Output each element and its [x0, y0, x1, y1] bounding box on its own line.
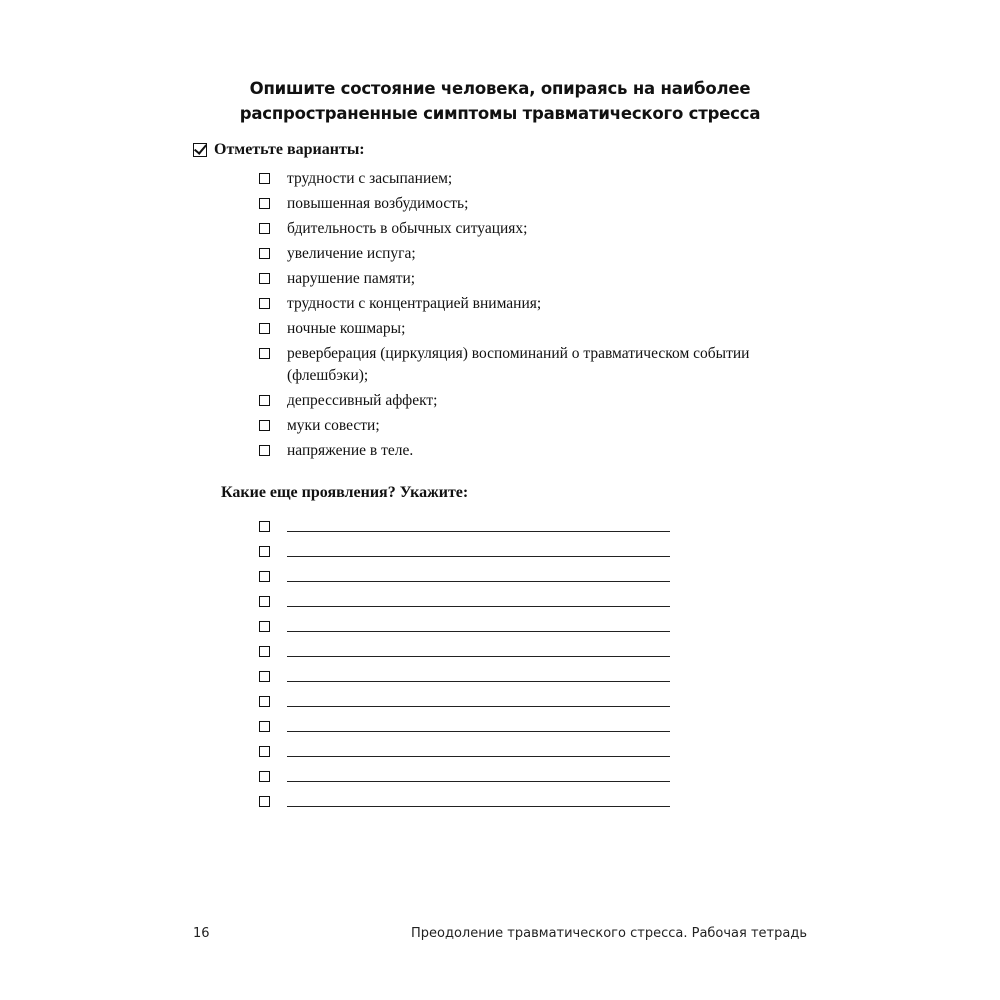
- answer-line[interactable]: [287, 705, 670, 707]
- checked-box-icon: [193, 143, 207, 157]
- blank-answer-row: [259, 787, 670, 812]
- checklist-item-label: напряжение в теле.: [287, 442, 414, 459]
- answer-line[interactable]: [287, 655, 670, 657]
- checklist-item-label: реверберация (циркуляция) воспоминаний о травматическом событии (флешбэки);: [287, 345, 750, 384]
- other-symptoms-title: Какие еще проявления? Укажите:: [221, 484, 469, 501]
- checklist-item: [259, 168, 819, 190]
- page-number: 16: [193, 926, 210, 941]
- checklist-item: [259, 390, 819, 412]
- blank-answer-row: [259, 512, 670, 537]
- checkbox[interactable]: [259, 395, 270, 406]
- checklist-title-text: Отметьте варианты:: [214, 141, 365, 158]
- checkbox[interactable]: [259, 571, 270, 582]
- checkbox[interactable]: [259, 671, 270, 682]
- blank-answer-row: [259, 712, 670, 737]
- checklist-item-label: трудности с концентрацией внимания;: [287, 295, 542, 312]
- checklist-item-label: увеличение испуга;: [287, 245, 416, 262]
- blank-answer-row: [259, 637, 670, 662]
- answer-line[interactable]: [287, 805, 670, 807]
- checklist-item: [259, 318, 819, 340]
- blank-answer-row: [259, 762, 670, 787]
- blank-answer-row: [259, 562, 670, 587]
- checkbox[interactable]: [259, 198, 270, 209]
- checklist-item-label: повышенная возбудимость;: [287, 195, 469, 212]
- checkbox[interactable]: [259, 721, 270, 732]
- checkbox[interactable]: [259, 173, 270, 184]
- heading-line-1: Опишите состояние человека, опираясь на наиболее: [249, 79, 751, 98]
- answer-line[interactable]: [287, 605, 670, 607]
- checklist-item: [259, 440, 819, 462]
- checkbox[interactable]: [259, 696, 270, 707]
- symptom-checklist: [259, 168, 819, 465]
- page-heading: [160, 76, 840, 126]
- answer-line[interactable]: [287, 755, 670, 757]
- heading-line-2: распространенные симптомы травматического стресса: [239, 104, 761, 123]
- checklist-item-label: нарушение памяти;: [287, 270, 416, 287]
- checkbox[interactable]: [259, 323, 270, 334]
- answer-line[interactable]: [287, 555, 670, 557]
- answer-line[interactable]: [287, 530, 670, 532]
- blank-answer-row: [259, 737, 670, 762]
- checkbox[interactable]: [259, 746, 270, 757]
- checkbox[interactable]: [259, 621, 270, 632]
- checklist-item-label: бдительность в обычных ситуациях;: [287, 220, 528, 237]
- checkbox[interactable]: [259, 796, 270, 807]
- checklist-item-label: муки совести;: [287, 417, 380, 434]
- checkbox[interactable]: [259, 646, 270, 657]
- answer-line[interactable]: [287, 780, 670, 782]
- checklist-item: [259, 243, 819, 265]
- running-title: Преодоление травматического стресса. Рабочая тетрадь: [411, 926, 807, 941]
- answer-line[interactable]: [287, 630, 670, 632]
- checkbox[interactable]: [259, 348, 270, 359]
- other-symptoms-blanks: [259, 512, 670, 812]
- checklist-item: [259, 193, 819, 215]
- checklist-item: [259, 268, 819, 290]
- checkbox[interactable]: [259, 546, 270, 557]
- checkbox[interactable]: [259, 248, 270, 259]
- blank-answer-row: [259, 687, 670, 712]
- checklist-item: [259, 293, 819, 315]
- checklist-item: [259, 218, 819, 240]
- checkbox[interactable]: [259, 298, 270, 309]
- checklist-item-label: трудности с засыпанием;: [287, 170, 453, 187]
- checkbox[interactable]: [259, 273, 270, 284]
- checkbox[interactable]: [259, 771, 270, 782]
- blank-answer-row: [259, 537, 670, 562]
- checklist-item-label: депрессивный аффект;: [287, 392, 438, 409]
- answer-line[interactable]: [287, 580, 670, 582]
- checkbox[interactable]: [259, 420, 270, 431]
- page-footer: [193, 926, 807, 941]
- checkbox[interactable]: [259, 445, 270, 456]
- checklist-title: [193, 141, 365, 159]
- blank-answer-row: [259, 662, 670, 687]
- checklist-item: [259, 343, 819, 387]
- checkbox[interactable]: [259, 521, 270, 532]
- blank-answer-row: [259, 612, 670, 637]
- blank-answer-row: [259, 587, 670, 612]
- answer-line[interactable]: [287, 730, 670, 732]
- checkbox[interactable]: [259, 596, 270, 607]
- checkbox[interactable]: [259, 223, 270, 234]
- checklist-item-label: ночные кошмары;: [287, 320, 406, 337]
- checklist-item: [259, 415, 819, 437]
- answer-line[interactable]: [287, 680, 670, 682]
